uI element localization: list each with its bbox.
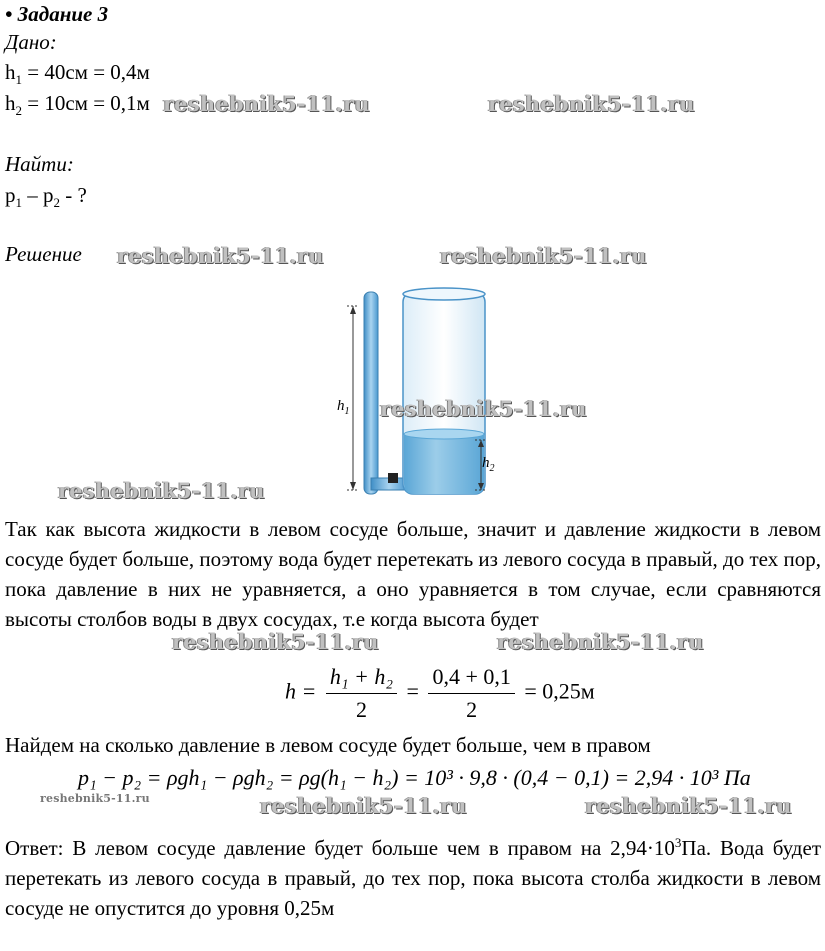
given-line-2 <box>5 91 150 123</box>
find-line <box>5 183 87 215</box>
answer-end: Па. Вода будет перетекать из левого сосуда в правый, до тех пор, пока высота столба жидкости в левом сосуде не опустится до уровня 0,25м <box>5 836 821 920</box>
given-2-sym: h <box>5 91 16 115</box>
formula1-eq: = <box>406 678 419 704</box>
find-minus: – <box>22 183 43 207</box>
formula-pressure-difference: p₁ − p₂ = ρgh₁ − ρgh₂ = ρg(h₁ − h₂) = 10³ · 9,8 · (0,4 − 0,1) = 2,94 · 10³ Па <box>78 765 751 790</box>
answer-start: Ответ: В левом сосуде давление будет больше чем в правом на 2,94·10 <box>5 836 675 860</box>
answer-exponent: 3 <box>674 835 682 850</box>
watermark: reshebnik5-11.ru <box>440 243 647 268</box>
formula1-den2: 2 <box>466 697 478 722</box>
formula1-lhs: h = <box>285 678 317 704</box>
explanation-paragraph: Так как высота жидкости в левом сосуде больше, значит и давление жидкости в левом сосуде будет больше, поэтому вода будет перетекать из левого сосуда в правый, до тех пор, пока давление в них не уравняется, а оно уравняется в том случае, если сравняются высоты столбов воды в двух сосудах, т.е когда высота будет <box>5 517 821 631</box>
find-question: - ? <box>60 183 87 207</box>
formula-average-height <box>285 664 595 723</box>
given-line-1 <box>5 60 150 92</box>
valve-icon <box>388 473 398 483</box>
given-1-sub: 1 <box>15 72 22 88</box>
watermark: reshebnik5-11.ru <box>585 793 792 818</box>
watermark: reshebnik5-11.ru <box>163 91 370 116</box>
find-p2-sub: 2 <box>53 195 60 211</box>
left-tube <box>364 292 378 494</box>
given-1-sym: h <box>5 60 16 84</box>
given-2-sub: 2 <box>15 103 22 119</box>
watermark: reshebnik5-11.ru <box>117 243 324 268</box>
find-p2: p <box>43 183 54 207</box>
watermark: reshebnik5-11.ru <box>58 478 265 503</box>
given-2-text: = 10см = 0,1м <box>22 91 150 115</box>
given-1-text: = 40см = 0,4м <box>22 60 150 84</box>
formula1-num1: h₁ + h₂ <box>326 664 397 694</box>
task-title: • Задание 3 <box>5 2 109 26</box>
formula1-frac1 <box>326 664 397 723</box>
formula1-den1: 2 <box>355 697 367 722</box>
pressure-intro: Найдем на сколько давление в левом сосуде будет больше, чем в правом <box>5 733 651 757</box>
figure-label-h2: $h_2$ <box>482 455 495 474</box>
formula1-frac2 <box>428 664 514 723</box>
watermark-small: reshebnik5-11.ru <box>40 792 150 805</box>
answer-paragraph <box>5 828 821 923</box>
figure-label-h1: $h_1$ <box>337 398 350 417</box>
watermark: reshebnik5-11.ru <box>488 91 695 116</box>
watermark: reshebnik5-11.ru <box>497 629 704 654</box>
vessels-figure <box>335 278 495 500</box>
water-right <box>404 434 484 494</box>
given-heading: Дано: <box>5 30 57 54</box>
find-heading: Найти: <box>5 152 74 176</box>
formula1-num2: 0,4 + 0,1 <box>428 664 514 694</box>
find-p: p <box>5 183 16 207</box>
find-p-sub: 1 <box>15 195 22 211</box>
solution-heading: Решение <box>5 242 82 266</box>
watermark: reshebnik5-11.ru <box>260 793 467 818</box>
formula1-result: = 0,25м <box>524 678 595 704</box>
watermark: reshebnik5-11.ru <box>172 629 379 654</box>
watermark: reshebnik5-11.ru <box>380 396 587 421</box>
